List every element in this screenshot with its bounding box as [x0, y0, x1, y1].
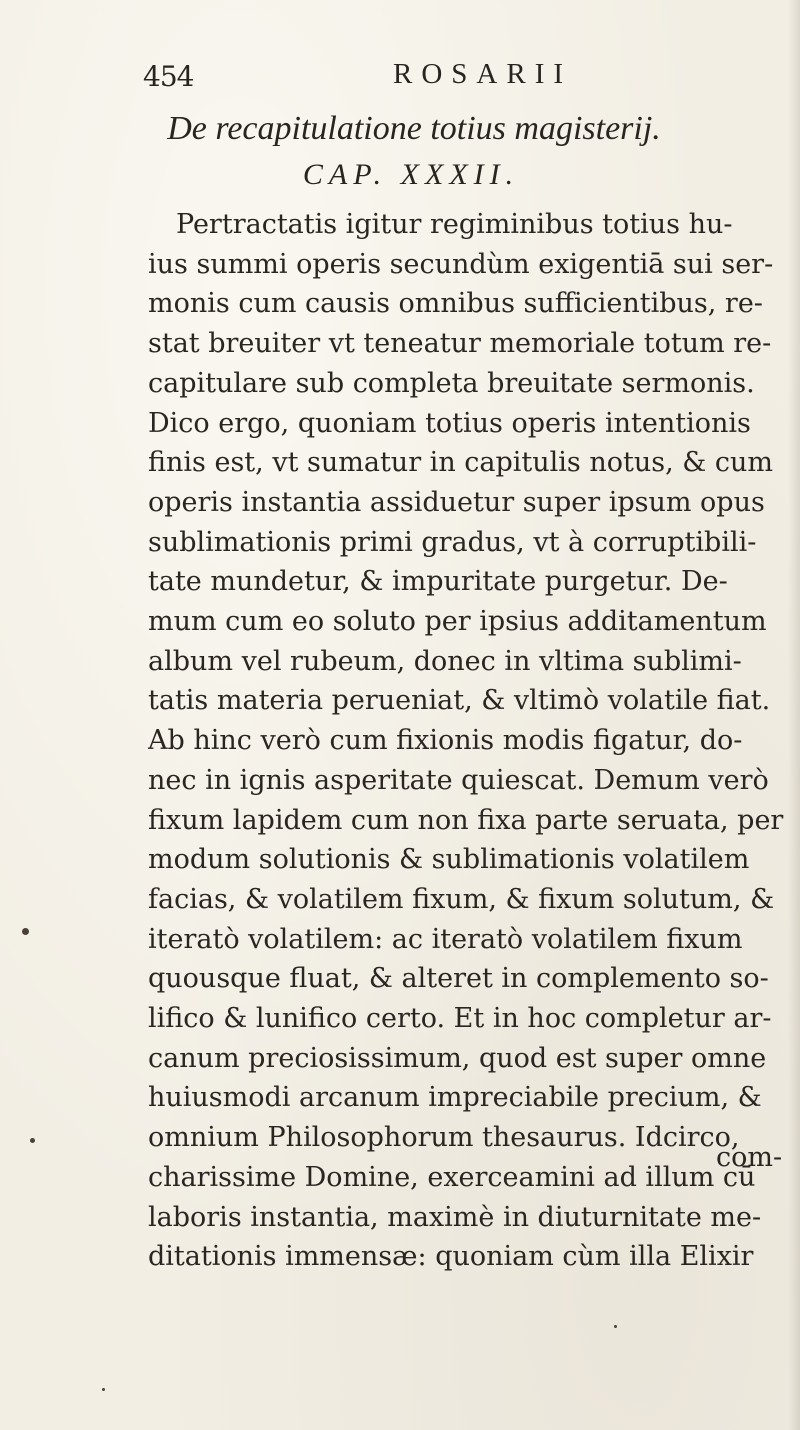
text-line: finis est, vt sumatur in capitulis notus, & cum	[148, 447, 774, 479]
text-line: capitulare sub completa breuitate sermonis.	[148, 367, 755, 399]
text-line: facias, & volatilem fixum, & fixum solutum, &	[148, 883, 775, 915]
text-line: omnium Philosophorum thesaurus. Idcirco,	[148, 1122, 740, 1154]
chapter-title: De recapitulatione totius magisterij.	[167, 110, 661, 147]
text-line: canum preciosissimum, quod est super omne	[148, 1042, 767, 1074]
text-line: nec in ignis asperitate quiescat. Demum verò	[148, 764, 769, 796]
ink-speck	[22, 928, 29, 935]
text-line: fixum lapidem cum non fixa parte seruata, per	[148, 804, 784, 836]
page-number: 454	[143, 60, 194, 93]
text-line: Dico ergo, quoniam totius operis intentionis	[148, 407, 751, 439]
text-line: charissime Domine, exerceamini ad illum cū	[148, 1161, 756, 1193]
text-line: ius summi operis secundùm exigentiā sui ser-	[148, 248, 774, 280]
chapter-number: CAP. XXXII.	[302, 158, 520, 191]
text-line: ditationis immensæ: quoniam cùm illa Elixir	[148, 1241, 754, 1273]
text-line: iteratò volatilem: ac iteratò volatilem fixum	[148, 923, 743, 955]
text-line: tate mundetur, & impuritate purgetur. De-	[148, 566, 728, 598]
text-line: quousque fluat, & alteret in complemento so-	[148, 963, 769, 995]
body-text	[148, 205, 798, 1277]
running-head: ROSARII	[393, 58, 573, 90]
text-line: huiusmodi arcanum impreciabile precium, &	[148, 1082, 762, 1114]
text-line: modum solutionis & sublimationis volatilem	[148, 844, 750, 876]
text-line: monis cum causis omnibus sufficientibus, re-	[148, 288, 763, 320]
ink-speck	[102, 1388, 105, 1391]
text-line: operis instantia assiduetur super ipsum opus	[148, 486, 765, 518]
ink-speck	[614, 1325, 617, 1328]
text-line: laboris instantia, maximè in diuturnitate me-	[148, 1201, 762, 1233]
text-line: Pertractatis igitur regiminibus totius hu-	[176, 209, 733, 240]
text-line: sublimationis primi gradus, vt à corruptibili-	[148, 526, 757, 558]
text-line: album vel rubeum, donec in vltima sublimi-	[148, 645, 742, 677]
catchword: com-	[716, 1142, 783, 1173]
page-header	[0, 58, 800, 98]
text-line: mum cum eo soluto per ipsius additamentum	[148, 606, 767, 638]
text-line: Ab hinc verò cum fixionis modis figatur, do-	[148, 725, 743, 757]
ink-speck	[30, 1138, 35, 1143]
text-line: stat breuiter vt teneatur memoriale totum re-	[148, 328, 772, 360]
text-line: lifico & lunifico certo. Et in hoc completur ar-	[148, 1003, 772, 1035]
text-line: tatis materia perueniat, & vltimò volatile fiat.	[148, 685, 771, 717]
